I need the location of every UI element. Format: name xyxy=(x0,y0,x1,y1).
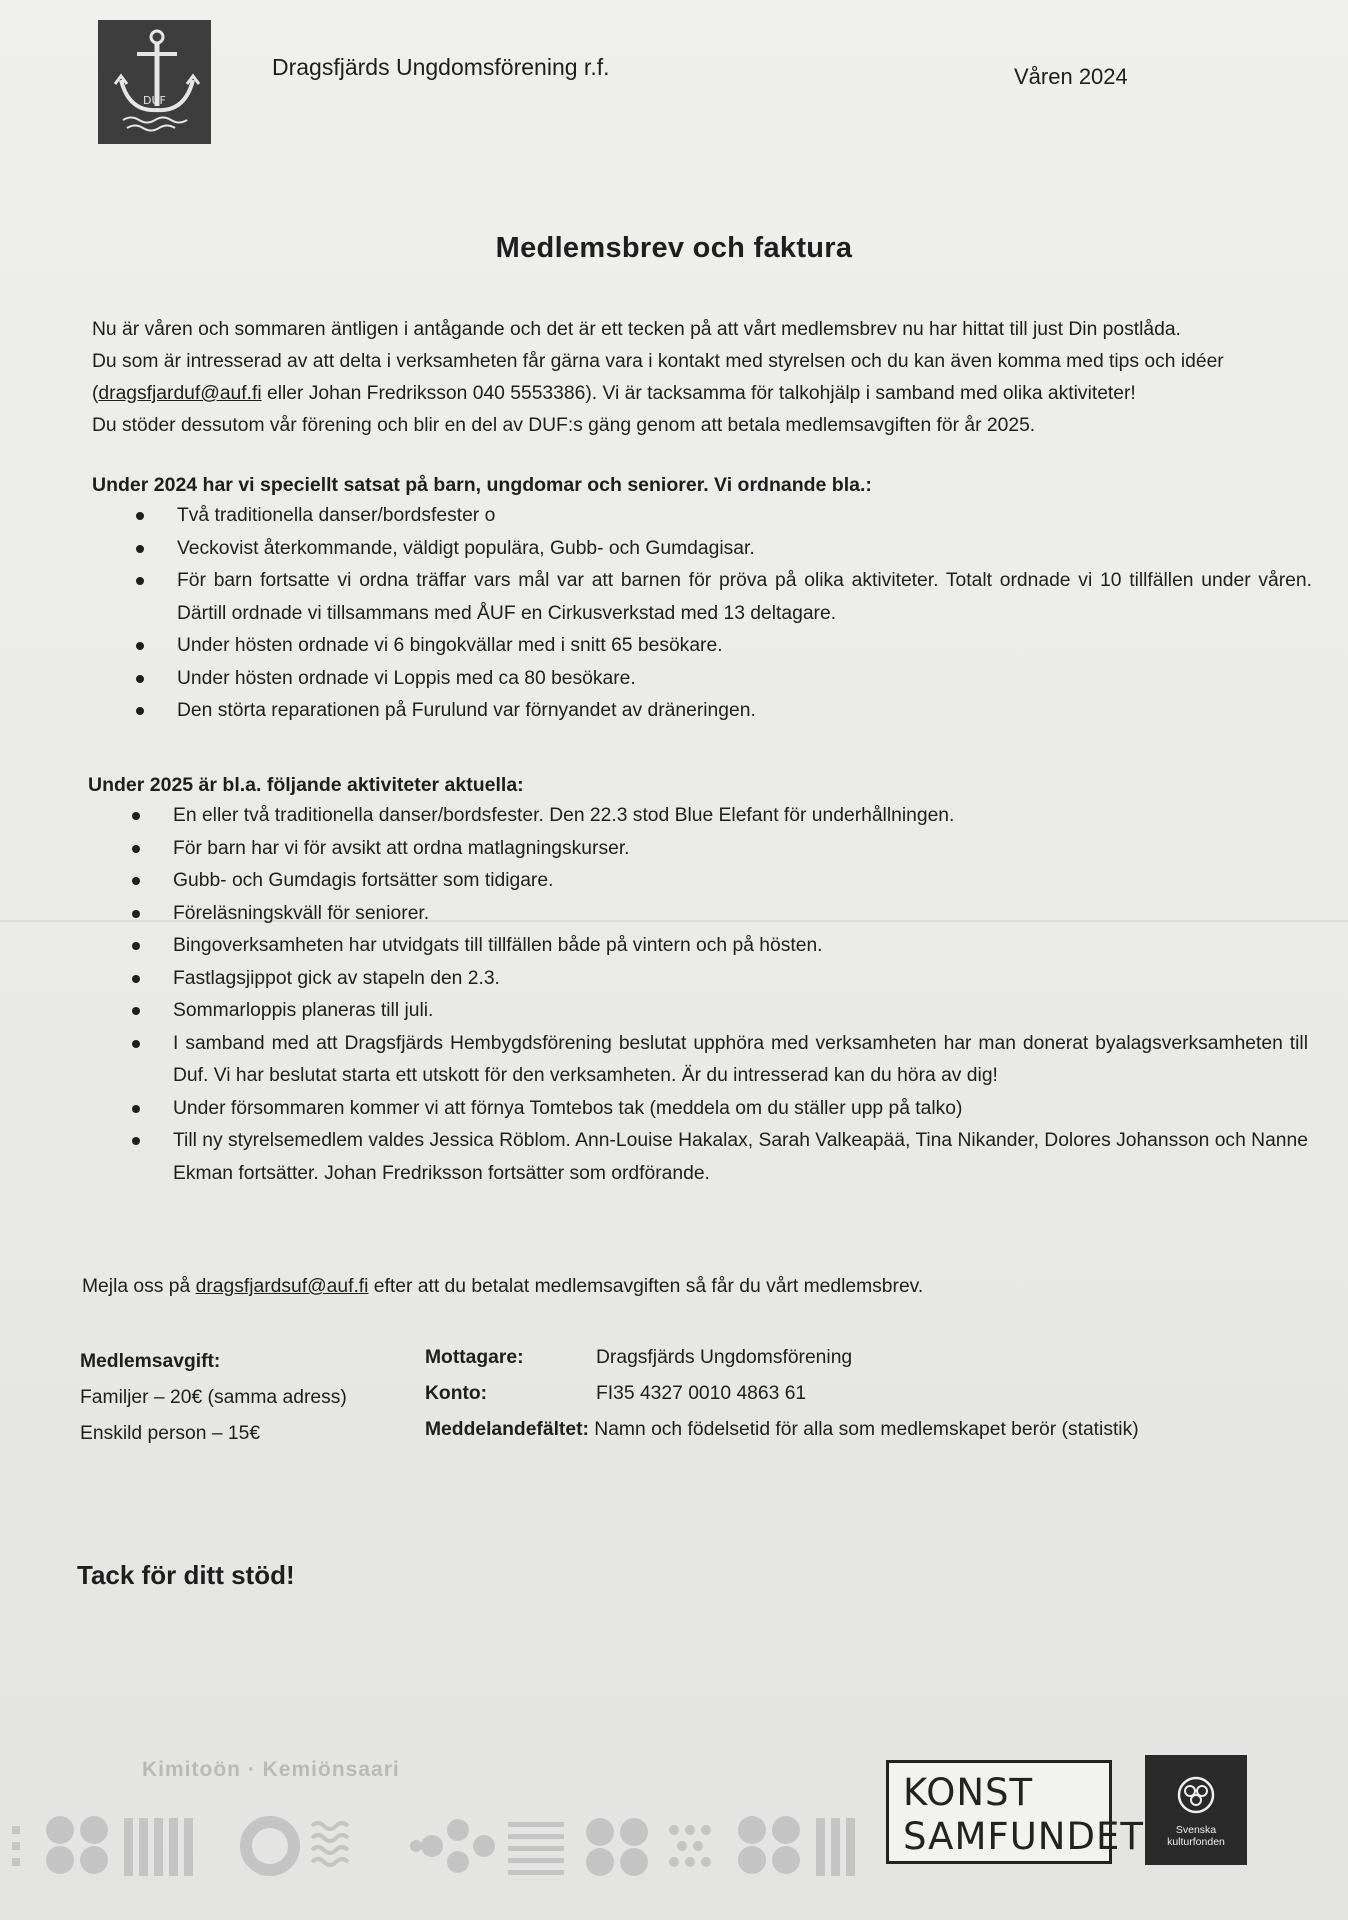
intro-line: Du stöder dessutom vår förening och blir en del av DUF:s gäng genom att betala medlemsavgiften för år 2025. xyxy=(92,415,1036,436)
svenska-kulturfonden-logo: Svenska kulturfonden xyxy=(1145,1755,1247,1865)
list-item: En eller två traditionella danser/bordsfester. Den 22.3 stod Blue Elefant för underhållningen. xyxy=(88,800,1308,833)
list-item: Gubb- och Gumdagis fortsätter som tidigare. xyxy=(88,865,1308,898)
payment-details xyxy=(425,1340,1139,1448)
account-value: FI35 4327 0010 4863 61 xyxy=(596,1383,807,1404)
konstsamfundet-logo: KONST SAMFUNDET xyxy=(886,1760,1112,1864)
message-label: Meddelandefältet: xyxy=(425,1419,589,1440)
message-value: Namn och födelsetid för alla som medlemskapet berör (statistik) xyxy=(594,1419,1139,1440)
list-item: Till ny styrelsemedlem valdes Jessica Röblom. Ann-Louise Hakalax, Sarah Valkeapää, Tina Nikander, Dolores Johansson och Nanne Ekman fortsätter. Johan Fredriksson fortsätter som ordförande. xyxy=(88,1125,1308,1190)
list-item: Under hösten ordnade vi Loppis med ca 80 besökare. xyxy=(92,663,1312,696)
decorative-pattern xyxy=(12,1808,872,1888)
section-heading: Under 2025 är bl.a. följande aktiviteter aktuella: xyxy=(88,774,524,796)
activity-list-2024 xyxy=(92,500,1312,728)
email-link[interactable]: dragsfjarduf@auf.fi xyxy=(98,383,262,404)
membership-fees xyxy=(80,1344,347,1452)
fee-single: Enskild person – 15€ xyxy=(80,1423,261,1444)
municipality-name: Kimitoön · Kemiönsaari xyxy=(142,1758,400,1781)
list-item: Fastlagsjippot gick av stapeln den 2.3. xyxy=(88,963,1308,996)
organization-name: Dragsfjärds Ungdomsförening r.f. xyxy=(272,54,610,80)
fee-family: Familjer – 20€ (samma adress) xyxy=(80,1387,347,1408)
thanks-text: Tack för ditt stöd! xyxy=(77,1560,295,1590)
logo-text: DUF xyxy=(142,94,166,107)
intro-line: Nu är våren och sommaren äntligen i antågande och det är ett tecken på att vårt medlemsbrev nu har hittat till just Din postlåda. xyxy=(92,319,1181,340)
list-item: För barn fortsatte vi ordna träffar vars mål var att barnen för pröva på olika aktiviteter. Totalt ordnade vi 10 tillfällen under våren. Därtill ordnade vi tillsammans med ÅUF en Cirkusverkstad med 13 deltagare. xyxy=(92,565,1312,630)
season-label: Våren 2024 xyxy=(1014,64,1128,89)
intro-paragraph xyxy=(92,314,1292,442)
list-item: Två traditionella danser/bordsfester o xyxy=(92,500,1312,533)
intro-line: Du som är intresserad av att delta i verksamheten får gärna vara i kontakt med styrelsen och du kan även komma med tips och idéer (dragsfjarduf@auf.fi eller Johan Fredriksson 040 5553386). Vi är tacksamma för talkohjälp i samband med olika aktiviteter! xyxy=(92,351,1224,404)
fees-heading: Medlemsavgift: xyxy=(80,1351,221,1372)
email-instruction: Mejla oss på dragsfjardsuf@auf.fi efter att du betalat medlemsavgiften så får du vårt medlemsbrev. xyxy=(82,1276,924,1297)
section-2025 xyxy=(88,770,1308,1190)
knot-icon xyxy=(1176,1775,1216,1815)
duf-logo xyxy=(98,20,211,144)
list-item: Veckovist återkommande, väldigt populära, Gubb- och Gumdagisar. xyxy=(92,533,1312,566)
anchor-icon xyxy=(107,28,203,136)
list-item: Under hösten ordnade vi 6 bingokvällar med i snitt 65 besökare. xyxy=(92,630,1312,663)
list-item: Föreläsningskväll för seniorer. xyxy=(88,898,1308,931)
page-title: Medlemsbrev och faktura xyxy=(495,232,853,264)
list-item: För barn har vi för avsikt att ordna matlagningskurser. xyxy=(88,833,1308,866)
activity-list-2025 xyxy=(88,800,1308,1190)
section-heading: Under 2024 har vi speciellt satsat på barn, ungdomar och seniorer. Vi ordnande bla.: xyxy=(92,474,872,496)
recipient-label: Mottagare: xyxy=(425,1347,524,1368)
recipient-value: Dragsfjärds Ungdomsförening xyxy=(596,1347,853,1368)
list-item: Bingoverksamheten har utvidgats till tillfällen både på vintern och på hösten. xyxy=(88,930,1308,963)
section-2024 xyxy=(92,470,1312,728)
email-link[interactable]: dragsfjardsuf@auf.fi xyxy=(195,1276,369,1297)
list-item: Under försommaren kommer vi att förnya Tomtebos tak (meddela om du ställer upp på talko) xyxy=(88,1093,1308,1126)
list-item: Sommarloppis planeras till juli. xyxy=(88,995,1308,1028)
account-label: Konto: xyxy=(425,1383,488,1404)
list-item: I samband med att Dragsfjärds Hembygdsförening beslutat upphöra med verksamheten har man donerat byalagsverksamheten till Duf. Vi har beslutat starta ett utskott för den verksamheten. Är du intresserad kan du höra av dig! xyxy=(88,1028,1308,1093)
list-item: Den störta reparationen på Furulund var förnyandet av dräneringen. xyxy=(92,695,1312,728)
